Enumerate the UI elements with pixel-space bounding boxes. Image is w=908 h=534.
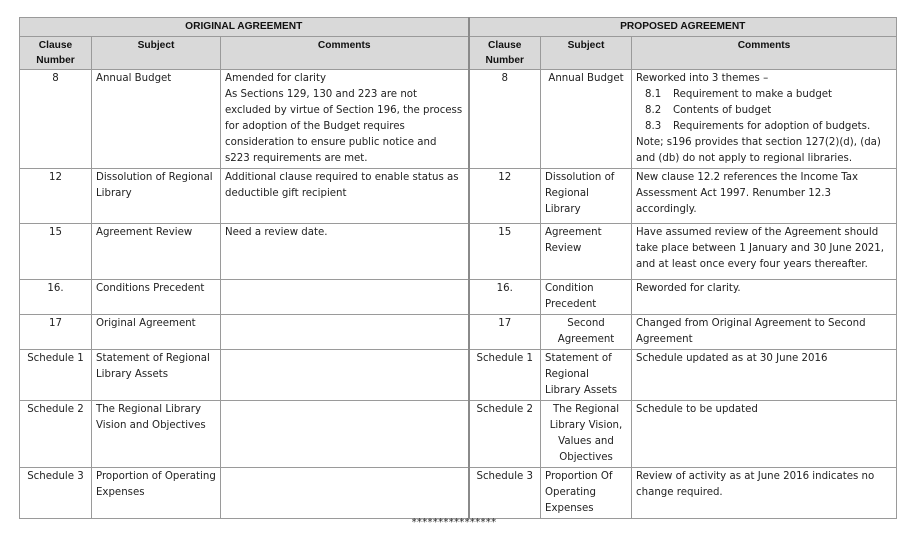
- proposed-comments: Review of activity as at June 2016 indicates no change required.: [632, 468, 897, 519]
- proposed-subject: Annual Budget: [541, 70, 632, 169]
- original-subject: Statement of Regional Library Assets: [92, 350, 221, 401]
- original-comments: [221, 70, 469, 169]
- table-row-clause-15: [20, 224, 897, 280]
- table-row-clause-12: [20, 169, 897, 224]
- original-clause-number: Schedule 3: [20, 468, 92, 519]
- proposed-comments: Changed from Original Agreement to Second Agreement: [632, 315, 897, 350]
- comparison-table: [19, 17, 897, 519]
- proposed-subject: Second Agreement: [541, 315, 632, 350]
- table-row-clause-17: [20, 315, 897, 350]
- proposed-subject: Condition Precedent: [541, 280, 632, 315]
- original-subject: Dissolution of Regional Library: [92, 169, 221, 224]
- original-clause-number: 12: [20, 169, 92, 224]
- proposed-comments: Reworded for clarity.: [632, 280, 897, 315]
- proposed-agreement-header: PROPOSED AGREEMENT: [469, 18, 897, 37]
- proposed-clause-number: Schedule 1: [469, 350, 541, 401]
- original-comments: Need a review date.: [221, 224, 469, 280]
- original-clause-number-header: Clause Number: [20, 37, 92, 70]
- proposed-subject: Statement of Regional Library Assets: [541, 350, 632, 401]
- proposed-subject: Agreement Review: [541, 224, 632, 280]
- table-row-schedule-2: [20, 401, 897, 468]
- original-comments: [221, 280, 469, 315]
- proposed-comment-note: Note; s196 provides that section 127(2)(d), (da) and (db) do not apply to regional libraries.: [636, 137, 881, 164]
- end-of-document-marker: ****************: [411, 517, 497, 528]
- proposed-clause-number: 16.: [469, 280, 541, 315]
- proposed-theme-item: 8.3 Requirements for adoption of budgets.: [645, 121, 871, 132]
- proposed-theme-item: 8.2 Contents of budget: [645, 105, 772, 116]
- original-agreement-header: ORIGINAL AGREEMENT: [20, 18, 469, 37]
- proposed-clause-number: 8: [469, 70, 541, 169]
- proposed-comments: Have assumed review of the Agreement should take place between 1 January and 30 June 2021, and at least once every four years thereafter.: [632, 224, 897, 280]
- original-comment-line: As Sections 129, 130 and 223 are not excluded by virtue of Section 196, the process for adoption of the Budget requires consideration to ensure public notice and s223 requirements are met.: [225, 89, 463, 164]
- original-comments: [221, 401, 469, 468]
- proposed-clause-number-header: Clause Number: [469, 37, 541, 70]
- proposed-comments: [632, 70, 897, 169]
- original-clause-number: 8: [20, 70, 92, 169]
- original-comments: Additional clause required to enable status as deductible gift recipient: [221, 169, 469, 224]
- table-row-schedule-1: [20, 350, 897, 401]
- original-subject-header: Subject: [92, 37, 221, 70]
- original-comments: [221, 468, 469, 519]
- proposed-clause-number: Schedule 3: [469, 468, 541, 519]
- original-comments: [221, 350, 469, 401]
- original-subject: The Regional Library Vision and Objectives: [92, 401, 221, 468]
- column-header-row: [20, 37, 897, 70]
- original-comments: [221, 315, 469, 350]
- proposed-theme-item: 8.1 Requirement to make a budget: [645, 89, 833, 100]
- table-row-clause-8: [20, 70, 897, 169]
- original-clause-number: 16.: [20, 280, 92, 315]
- proposed-clause-number: 15: [469, 224, 541, 280]
- table-row-schedule-3: [20, 468, 897, 519]
- original-subject: Conditions Precedent: [92, 280, 221, 315]
- original-subject: Agreement Review: [92, 224, 221, 280]
- original-clause-number: Schedule 1: [20, 350, 92, 401]
- original-clause-number: 15: [20, 224, 92, 280]
- proposed-comments: New clause 12.2 references the Income Tax Assessment Act 1997. Renumber 12.3 accordingly.: [632, 169, 897, 224]
- proposed-clause-number: Schedule 2: [469, 401, 541, 468]
- proposed-subject: Dissolution of Regional Library: [541, 169, 632, 224]
- original-subject: Original Agreement: [92, 315, 221, 350]
- table-row-clause-16: [20, 280, 897, 315]
- group-header-row: [20, 18, 897, 37]
- original-clause-number: 17: [20, 315, 92, 350]
- original-clause-number: Schedule 2: [20, 401, 92, 468]
- proposed-subject-header: Subject: [541, 37, 632, 70]
- proposed-comments-header: Comments: [632, 37, 897, 70]
- proposed-subject: Proportion Of Operating Expenses: [541, 468, 632, 519]
- original-subject: Annual Budget: [92, 70, 221, 169]
- original-subject: Proportion of Operating Expenses: [92, 468, 221, 519]
- proposed-clause-number: 17: [469, 315, 541, 350]
- proposed-comments: Schedule updated as at 30 June 2016: [632, 350, 897, 401]
- original-comments-header: Comments: [221, 37, 469, 70]
- original-comment-line: Amended for clarity: [225, 73, 327, 84]
- proposed-clause-number: 12: [469, 169, 541, 224]
- proposed-comment-intro: Reworked into 3 themes –: [636, 73, 769, 84]
- proposed-subject: The Regional Library Vision, Values and Objectives: [541, 401, 632, 468]
- proposed-comments: Schedule to be updated: [632, 401, 897, 468]
